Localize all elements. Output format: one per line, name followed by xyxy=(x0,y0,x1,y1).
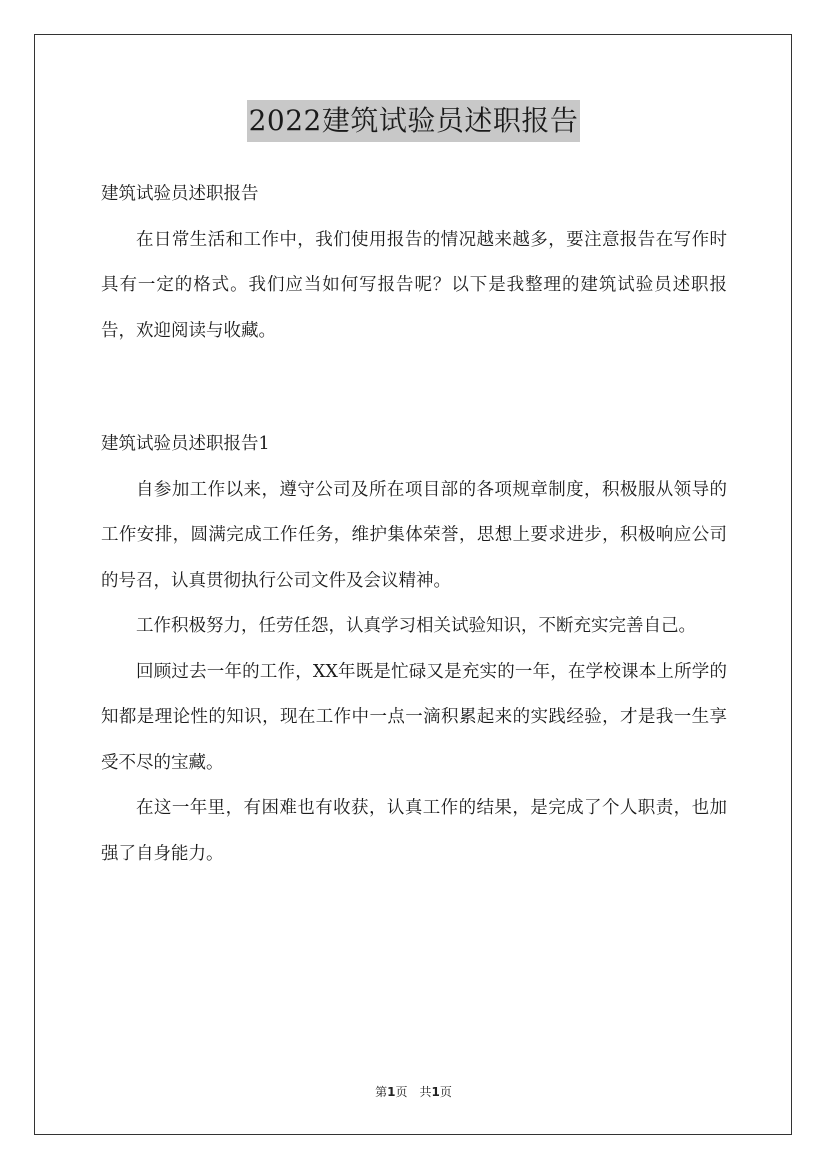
page-label-prefix: 第 xyxy=(375,1085,388,1099)
intro-heading: 建筑试验员述职报告 xyxy=(101,184,259,204)
body-paragraph-3: 回顾过去一年的工作，XX年既是忙碌又是充实的一年，在学校课本上所学的知都是理论性的知识，现在工作中一点一滴积累起来的实践经验，才是我一生享受不尽的宝藏。 xyxy=(101,661,727,773)
page-footer xyxy=(0,1083,827,1101)
total-label-prefix: 共 xyxy=(419,1085,432,1099)
body-paragraph-1: 自参加工作以来，遵守公司及所在项目部的各项规章制度，积极服从领导的工作安排，圆满完成工作任务，维护集体荣誉，思想上要求进步，积极响应公司的号召，认真贯彻执行公司文件及会议精神。 xyxy=(101,479,727,591)
section-heading: 建筑试验员述职报告1 xyxy=(101,434,270,454)
body-paragraph-4: 在这一年里，有困难也有收获，认真工作的结果，是完成了个人职责，也加强了自身能力。 xyxy=(101,798,727,864)
page-number: 1 xyxy=(387,1085,396,1099)
page-label-suffix: 页 xyxy=(395,1085,408,1099)
intro-paragraph: 在日常生活和工作中，我们使用报告的情况越来越多，要注意报告在写作时具有一定的格式。我们应当如何写报告呢？以下是我整理的建筑试验员述职报告，欢迎阅读与收藏。 xyxy=(101,229,727,341)
total-label-suffix: 页 xyxy=(439,1085,452,1099)
body-paragraph-2: 工作积极努力，任劳任怨，认真学习相关试验知识，不断充实完善自己。 xyxy=(136,616,696,636)
document-body xyxy=(101,172,727,877)
title-container xyxy=(0,100,827,142)
total-pages: 1 xyxy=(431,1085,440,1099)
document-title: 2022建筑试验员述职报告 xyxy=(247,100,581,142)
section-spacer xyxy=(101,354,727,422)
